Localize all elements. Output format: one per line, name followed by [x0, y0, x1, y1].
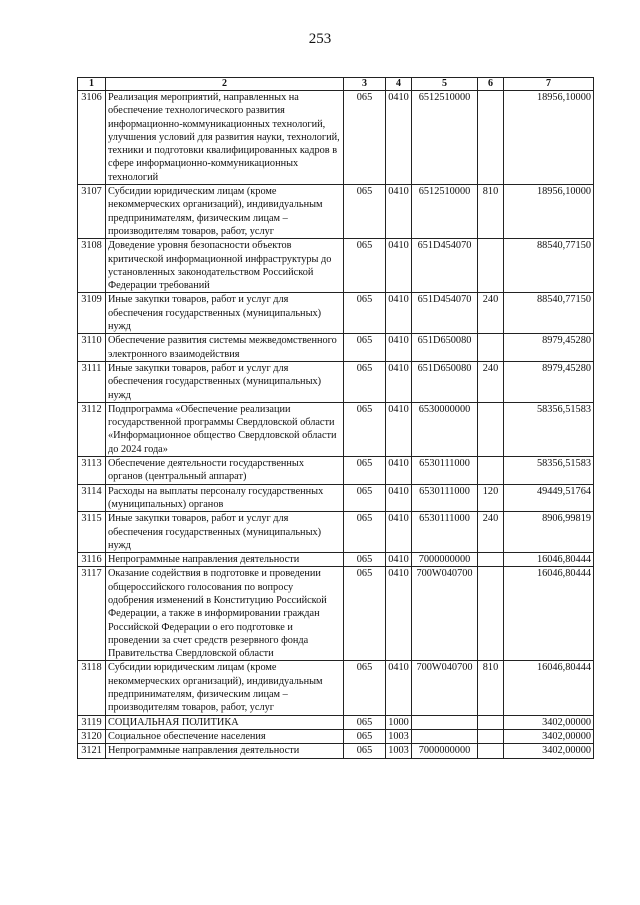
table-row: [78, 661, 594, 715]
row-name-cell: Обеспечение деятельности государственных органов (центральный аппарат): [106, 457, 344, 485]
table-row: [78, 729, 594, 743]
row-target-cell: 700W040700: [412, 661, 478, 715]
row-number-cell: 3110: [78, 334, 106, 362]
header-cell: 7: [504, 78, 594, 91]
row-section-cell: 1003: [386, 744, 412, 758]
page-number: 253: [308, 31, 332, 47]
row-name-cell: Непрограммные направления деятельности: [106, 744, 344, 758]
row-amount-cell: 88540,77150: [504, 293, 594, 334]
row-expense-type-cell: [478, 715, 504, 729]
row-amount-cell: 49449,51764: [504, 484, 594, 512]
row-expense-type-cell: [478, 729, 504, 743]
row-expense-type-cell: [478, 239, 504, 293]
row-name-cell: Подпрограмма «Обеспечение реализации государственной программы Свердловской области «Информационное общество Свердловской области до 2024 года»: [106, 402, 344, 456]
row-section-cell: 0410: [386, 402, 412, 456]
row-section-cell: 0410: [386, 334, 412, 362]
row-expense-type-cell: [478, 402, 504, 456]
table-row: [78, 553, 594, 567]
row-expense-type-cell: 810: [478, 661, 504, 715]
row-code-cell: 065: [344, 361, 386, 402]
row-name-cell: Обеспечение развития системы межведомственного электронного взаимодействия: [106, 334, 344, 362]
row-amount-cell: 16046,80444: [504, 661, 594, 715]
row-number-cell: 3109: [78, 293, 106, 334]
header-cell: 6: [478, 78, 504, 91]
row-amount-cell: 18956,10000: [504, 91, 594, 185]
row-code-cell: 065: [344, 457, 386, 485]
row-code-cell: 065: [344, 553, 386, 567]
row-name-cell: Субсидии юридическим лицам (кроме некоммерческих организаций), индивидуальным предпринимателям, физическим лицам – производителям товаров, работ, услуг: [106, 185, 344, 239]
row-number-cell: 3107: [78, 185, 106, 239]
row-expense-type-cell: 240: [478, 293, 504, 334]
row-code-cell: 065: [344, 729, 386, 743]
row-target-cell: 6530000000: [412, 402, 478, 456]
row-code-cell: 065: [344, 402, 386, 456]
row-code-cell: 065: [344, 661, 386, 715]
row-section-cell: 1000: [386, 715, 412, 729]
table-row: [78, 484, 594, 512]
row-name-cell: Иные закупки товаров, работ и услуг для обеспечения государственных (муниципальных) нужд: [106, 361, 344, 402]
row-code-cell: 065: [344, 744, 386, 758]
row-code-cell: 065: [344, 293, 386, 334]
row-expense-type-cell: 810: [478, 185, 504, 239]
row-section-cell: 0410: [386, 484, 412, 512]
row-target-cell: 651D650080: [412, 334, 478, 362]
row-number-cell: 3115: [78, 512, 106, 553]
row-target-cell: [412, 715, 478, 729]
row-section-cell: 0410: [386, 361, 412, 402]
row-expense-type-cell: 240: [478, 361, 504, 402]
row-target-cell: 6530111000: [412, 484, 478, 512]
row-number-cell: 3112: [78, 402, 106, 456]
row-name-cell: Иные закупки товаров, работ и услуг для обеспечения государственных (муниципальных) нужд: [106, 293, 344, 334]
header-cell: 5: [412, 78, 478, 91]
header-cell: 1: [78, 78, 106, 91]
header-cell: 4: [386, 78, 412, 91]
row-name-cell: Субсидии юридическим лицам (кроме некоммерческих организаций), индивидуальным предпринимателям, физическим лицам – производителям товаров, работ, услуг: [106, 661, 344, 715]
row-amount-cell: 88540,77150: [504, 239, 594, 293]
row-expense-type-cell: 120: [478, 484, 504, 512]
table-row: [78, 293, 594, 334]
row-expense-type-cell: [478, 553, 504, 567]
table-row: [78, 185, 594, 239]
header-cell: 3: [344, 78, 386, 91]
row-section-cell: 0410: [386, 239, 412, 293]
row-expense-type-cell: [478, 567, 504, 661]
row-target-cell: 6512510000: [412, 185, 478, 239]
row-expense-type-cell: [478, 334, 504, 362]
row-number-cell: 3120: [78, 729, 106, 743]
row-target-cell: 700W040700: [412, 567, 478, 661]
row-number-cell: 3111: [78, 361, 106, 402]
row-name-cell: Иные закупки товаров, работ и услуг для обеспечения государственных (муниципальных) нужд: [106, 512, 344, 553]
row-section-cell: 0410: [386, 185, 412, 239]
row-expense-type-cell: [478, 457, 504, 485]
table-row: [78, 715, 594, 729]
row-amount-cell: 8979,45280: [504, 361, 594, 402]
row-target-cell: 651D650080: [412, 361, 478, 402]
row-code-cell: 065: [344, 185, 386, 239]
row-target-cell: 651D454070: [412, 239, 478, 293]
row-number-cell: 3116: [78, 553, 106, 567]
row-target-cell: 651D454070: [412, 293, 478, 334]
row-amount-cell: 8979,45280: [504, 334, 594, 362]
row-code-cell: 065: [344, 91, 386, 185]
row-expense-type-cell: [478, 91, 504, 185]
row-number-cell: 3117: [78, 567, 106, 661]
row-expense-type-cell: 240: [478, 512, 504, 553]
row-code-cell: 065: [344, 334, 386, 362]
row-number-cell: 3121: [78, 744, 106, 758]
row-target-cell: 6512510000: [412, 91, 478, 185]
row-code-cell: 065: [344, 484, 386, 512]
table-header-row: [78, 78, 594, 91]
row-amount-cell: 16046,80444: [504, 553, 594, 567]
row-target-cell: 6530111000: [412, 457, 478, 485]
table-row: [78, 457, 594, 485]
row-number-cell: 3113: [78, 457, 106, 485]
table-row: [78, 512, 594, 553]
table-row: [78, 567, 594, 661]
table-row: [78, 402, 594, 456]
row-code-cell: 065: [344, 512, 386, 553]
row-section-cell: 0410: [386, 553, 412, 567]
table-body: [78, 91, 594, 759]
row-section-cell: 0410: [386, 512, 412, 553]
row-amount-cell: 16046,80444: [504, 567, 594, 661]
row-section-cell: 0410: [386, 91, 412, 185]
row-number-cell: 3119: [78, 715, 106, 729]
table-row: [78, 744, 594, 758]
row-amount-cell: 3402,00000: [504, 715, 594, 729]
row-section-cell: 0410: [386, 457, 412, 485]
row-code-cell: 065: [344, 239, 386, 293]
row-amount-cell: 58356,51583: [504, 457, 594, 485]
row-target-cell: 6530111000: [412, 512, 478, 553]
row-expense-type-cell: [478, 744, 504, 758]
header-cell: 2: [106, 78, 344, 91]
row-number-cell: 3106: [78, 91, 106, 185]
row-amount-cell: 58356,51583: [504, 402, 594, 456]
row-amount-cell: 3402,00000: [504, 729, 594, 743]
table-row: [78, 91, 594, 185]
table-row: [78, 334, 594, 362]
row-name-cell: Доведение уровня безопасности объектов критической информационной инфраструктуры до установленных законодательством Российской Федерации требований: [106, 239, 344, 293]
row-target-cell: 7000000000: [412, 553, 478, 567]
row-number-cell: 3114: [78, 484, 106, 512]
row-target-cell: 7000000000: [412, 744, 478, 758]
row-name-cell: СОЦИАЛЬНАЯ ПОЛИТИКА: [106, 715, 344, 729]
row-amount-cell: 3402,00000: [504, 744, 594, 758]
row-section-cell: 0410: [386, 567, 412, 661]
row-name-cell: Расходы на выплаты персоналу государственных (муниципальных) органов: [106, 484, 344, 512]
row-number-cell: 3118: [78, 661, 106, 715]
row-amount-cell: 8906,99819: [504, 512, 594, 553]
row-name-cell: Оказание содействия в подготовке и проведении общероссийского голосования по вопросу одобрения изменений в Конституцию Российской Федерации, а также в информировании граждан Российской Федерации о его подготовке и проведении за счет средств резервного фонда Правительства Свердловской области: [106, 567, 344, 661]
row-name-cell: Реализация мероприятий, направленных на обеспечение технологического развития информационно-коммуникационных технологий, улучшения условий для развития науки, технологий, техники и подготовки квалифицированных кадров в сфере информационно-коммуникационных технологий: [106, 91, 344, 185]
table-row: [78, 239, 594, 293]
row-name-cell: Непрограммные направления деятельности: [106, 553, 344, 567]
row-section-cell: 1003: [386, 729, 412, 743]
budget-table: [77, 77, 594, 759]
row-number-cell: 3108: [78, 239, 106, 293]
row-section-cell: 0410: [386, 661, 412, 715]
row-code-cell: 065: [344, 567, 386, 661]
table-row: [78, 361, 594, 402]
row-target-cell: [412, 729, 478, 743]
row-code-cell: 065: [344, 715, 386, 729]
row-section-cell: 0410: [386, 293, 412, 334]
row-name-cell: Социальное обеспечение населения: [106, 729, 344, 743]
row-amount-cell: 18956,10000: [504, 185, 594, 239]
